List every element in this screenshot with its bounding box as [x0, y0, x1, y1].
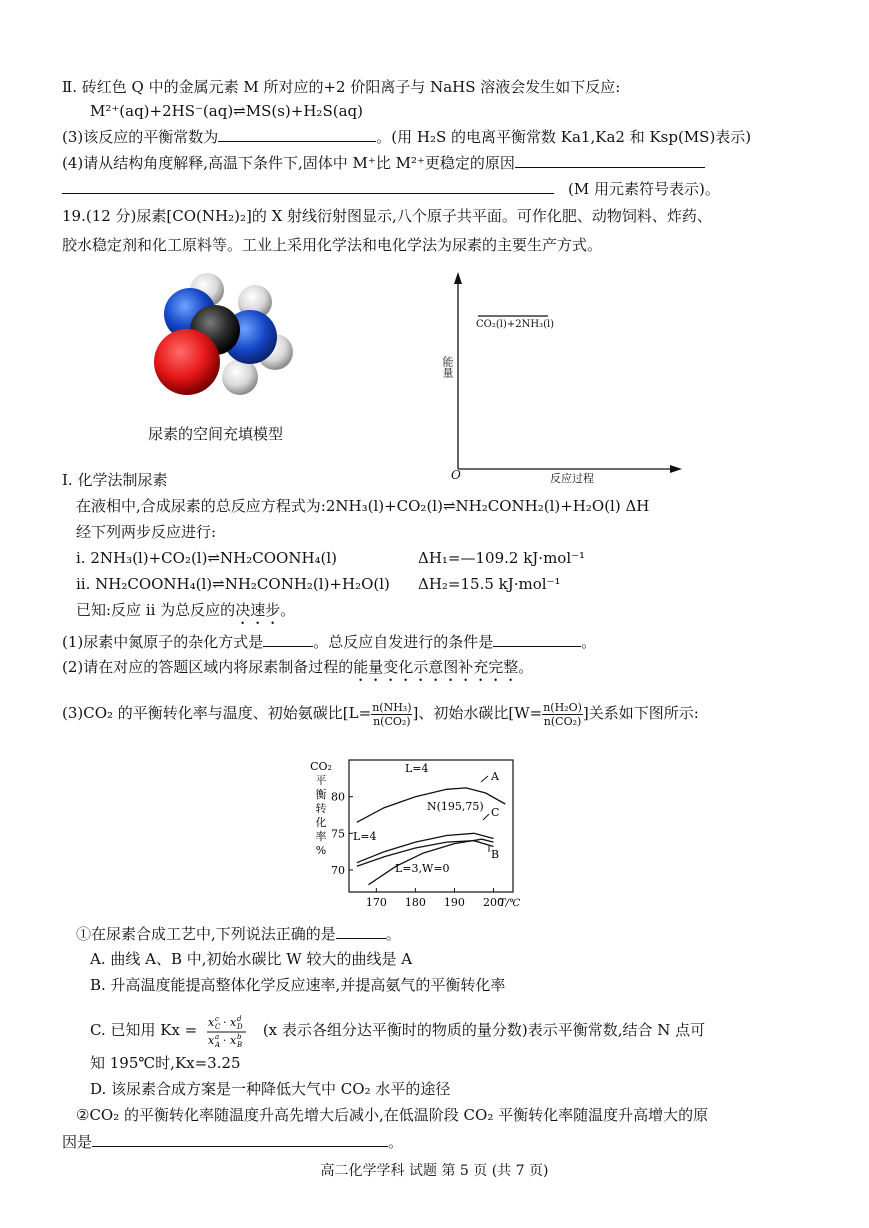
fraction-W: $\frac{\text{n(H₂O)}}{\text{n(CO₂)}}$ — [543, 700, 582, 728]
option-c-line2: 知 195℃时,Kx=3.25 — [90, 1054, 241, 1072]
section2-reaction: M²⁺(aq)+2HS⁻(aq)⇌MS(s)+H₂S(aq) — [90, 102, 363, 120]
answer-blank[interactable] — [263, 630, 313, 647]
step1-equation: i. 2NH₃(l)+CO₂(l)⇌NH₂COONH₄(l) — [76, 549, 338, 567]
question-3: (3)该反应的平衡常数为 。(用 H₂S 的电离平衡常数 Ka1,Ka2 和 Ksp(MS)表示) — [62, 125, 751, 148]
svg-text:x: x — [230, 1016, 237, 1029]
step2-enthalpy: ΔH₂=15.5 kJ·mol⁻¹ — [418, 575, 561, 593]
reaction-progress-label: 反应过程 — [550, 472, 594, 485]
y-axis-label: 率 — [315, 830, 327, 843]
x-tick-label: 190 — [443, 896, 465, 909]
leader-line-C — [483, 814, 489, 820]
leader-line-A — [481, 776, 488, 782]
q19-question-2: (2)请在对应的答题区域内将尿素制备过程的能量变化示意图补充完整。 — [62, 658, 534, 676]
answer-blank[interactable] — [92, 1130, 388, 1147]
y-tick-label: 70 — [331, 864, 345, 877]
y-tick-label: 75 — [331, 827, 345, 841]
y-axis-label: CO₂ — [310, 760, 332, 773]
answer-blank[interactable] — [218, 125, 376, 142]
co2-conversion-chart — [305, 752, 525, 920]
y-axis-label: % — [315, 844, 327, 857]
answer-blank[interactable] — [336, 922, 386, 939]
svg-text:x: x — [230, 1034, 237, 1047]
urea-space-filling-model — [145, 272, 305, 412]
y-tick-label: 80 — [331, 790, 345, 804]
option-d[interactable]: D. 该尿素合成方案是一种降低大气中 CO₂ 水平的途径 — [90, 1080, 451, 1098]
y-axis-label: 衡 — [315, 788, 327, 801]
option-c[interactable]: C. 已知用 Kx = x c C · x d D x a A · x b B (x 表示各组分达平衡时的物质的量分数)表示平衡常数,结合 N 点可 — [90, 1015, 706, 1049]
series-line-C — [357, 833, 494, 862]
step1-enthalpy: ΔH₁=—109.2 kJ·mol⁻¹ — [418, 549, 586, 567]
step2-equation: ii. NH₂COONH₄(l)⇌NH₂CONH₂(l)+H₂O(l) — [76, 575, 390, 593]
svg-text:d: d — [237, 1015, 242, 1023]
origin-label: O — [451, 468, 461, 482]
answer-blank[interactable] — [62, 177, 554, 194]
answer-blank[interactable] — [493, 630, 581, 647]
y-axis-label: 化 — [315, 816, 327, 829]
energy-level-label: CO₂(l)+2NH₃(l) — [476, 319, 555, 330]
chart-annotation: C — [491, 806, 500, 819]
total-reaction: 在液相中,合成尿素的总反应方程式为:2NH₃(l)+CO₂(l)⇌NH₂CONH₂(l)+H₂O(l) ΔH — [76, 497, 650, 515]
sub-question-2: ②CO₂ 的平衡转化率随温度升高先增大后减小,在低温阶段 CO₂ 平衡转化率随温度升高增大的原 — [76, 1106, 709, 1124]
part1-title: I. 化学法制尿素 — [62, 471, 168, 489]
svg-text:C: C — [215, 1023, 221, 1031]
kx-fraction — [206, 1013, 254, 1049]
q19-question-1: (1)尿素中氮原子的杂化方式是 。总反应自发进行的条件是 。 — [62, 630, 596, 653]
svg-text:b: b — [237, 1033, 242, 1041]
svg-text:D: D — [237, 1023, 243, 1031]
section2-heading: Ⅱ. 砖红色 Q 中的金属元素 M 所对应的+2 价阳离子与 NaHS 溶液会发生如下反应: — [62, 78, 621, 96]
sub-question-2-line2: 因是 。 — [62, 1130, 403, 1153]
x-axis-label: T/℃ — [499, 898, 521, 909]
page-footer: 高二化学学科 试题 第 5 页 (共 7 页) — [320, 1163, 549, 1179]
svg-text:·: · — [223, 1016, 227, 1029]
svg-text:a: a — [215, 1033, 220, 1041]
x-tick-label: 180 — [404, 896, 426, 909]
two-step-intro: 经下列两步反应进行: — [76, 523, 217, 541]
option-b[interactable]: B. 升高温度能提高整体化学反应速率,并提高氨气的平衡转化率 — [90, 976, 506, 994]
svg-text:x: x — [208, 1016, 215, 1029]
answer-blank[interactable] — [515, 151, 705, 168]
y-axis-label: 平 — [315, 774, 327, 787]
chart-annotation: L=4 — [405, 762, 429, 775]
question-4: (4)请从结构角度解释,高温下条件下,固体中 M⁺比 M²⁺更稳定的原因 — [62, 151, 705, 174]
y-axis-label: 转 — [315, 802, 327, 815]
known-condition: 已知:反应 ii 为总反应的决速步。 — [76, 601, 296, 619]
energy-axis-label: 能量 — [441, 356, 454, 378]
chart-annotation: A — [491, 770, 499, 783]
svg-text:B: B — [237, 1041, 243, 1049]
q19-intro-1: 19.(12 分)尿素[CO(NH₂)₂]的 X 射线衍射图显示,八个原子共平面。可作化肥、动物饲料、炸药、 — [62, 207, 712, 225]
chart-annotation: L=3,W=0 — [395, 862, 450, 875]
question-4-line2: (M 用元素符号表示)。 — [62, 177, 720, 200]
sub-question-1: ①在尿素合成工艺中,下列说法正确的是 。 — [76, 922, 401, 945]
fraction-L: $\frac{\text{n(NH₃)}}{\text{n(CO₂)}}$ — [372, 700, 412, 728]
svg-text:c: c — [215, 1015, 219, 1023]
chart-annotation: L=4 — [353, 830, 377, 843]
energy-diagram — [440, 272, 690, 492]
option-a[interactable]: A. 曲线 A、B 中,初始水碳比 W 较大的曲线是 A — [90, 950, 413, 968]
chart-annotation: N(195,75) — [427, 800, 484, 813]
x-tick-label: 170 — [365, 896, 387, 909]
svg-text:·: · — [223, 1034, 227, 1047]
q19-question-3: (3)CO₂ 的平衡转化率与温度、初始氨碳比[L= $\frac{\text{n(NH₃)}}{\text{n(CO₂)}}$ ]、初始水碳比[W= $\frac{\text{n(H₂O)}}{\text{n(CO₂)}}$ ]关系如下图所示: — [62, 700, 699, 728]
x-tick-label: 200 — [482, 896, 504, 909]
svg-text:A: A — [215, 1041, 221, 1049]
chart-annotation: B — [491, 848, 500, 861]
q19-intro-2: 胶水稳定剂和化工原料等。工业上采用化学法和电化学法为尿素的主要生产方式。 — [62, 236, 603, 254]
svg-text:x: x — [208, 1034, 215, 1047]
model-caption: 尿素的空间充填模型 — [148, 425, 284, 443]
